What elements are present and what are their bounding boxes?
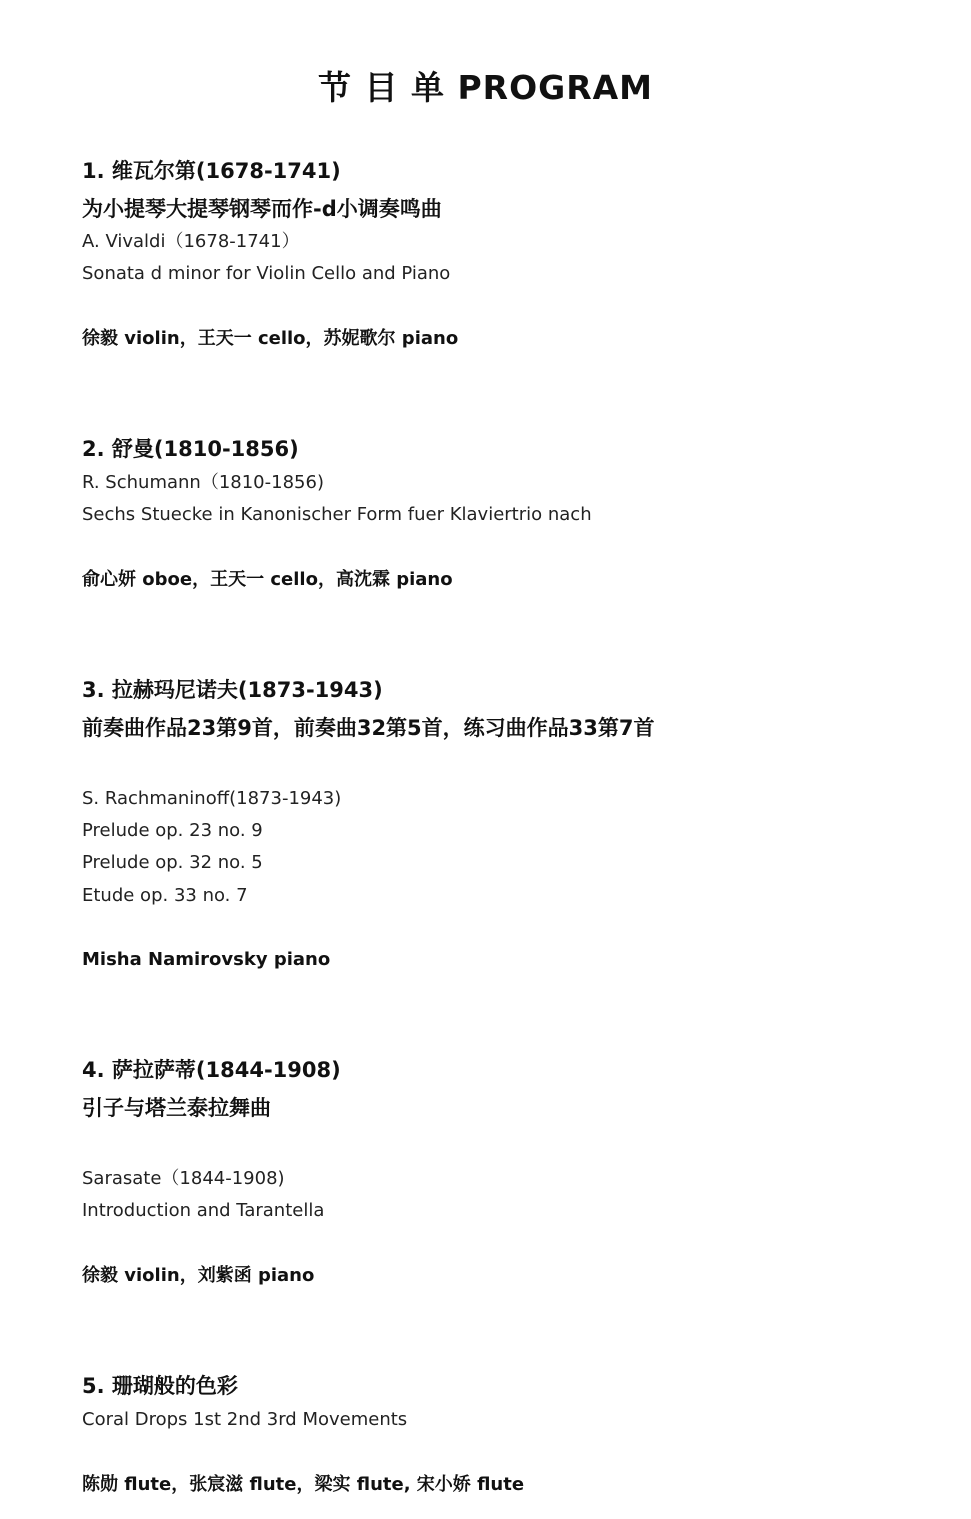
piece-4-work: Introduction and Tarantella (82, 1200, 325, 1221)
piece-4-cn-title: 引子与塔兰泰拉舞曲 (82, 1096, 271, 1120)
piece-3-work-3: Etude op. 33 no. 7 (82, 885, 248, 906)
piece-4-composer: Sarasate（1844-1908) (82, 1168, 285, 1189)
piece-5-performers: 陈勋 flute，张宸滋 flute，梁实 flute, 宋小娇 flute (82, 1474, 525, 1495)
piece-4-performers: 徐毅 violin，刘紫函 piano (82, 1265, 315, 1286)
piece-2-heading: 2. 舒曼(1810-1856) (82, 437, 299, 461)
piece-5-heading: 5. 珊瑚般的色彩 (82, 1374, 238, 1398)
piece-2-work: Sechs Stuecke in Kanonischer Form fuer Klaviertrio nach (82, 504, 592, 525)
piece-3-performers: Misha Namirovsky piano (82, 949, 331, 970)
piece-4-heading: 4. 萨拉萨蒂(1844-1908) (82, 1058, 341, 1082)
piece-3-work-1: Prelude op. 23 no. 9 (82, 820, 263, 841)
piece-2-composer: R. Schumann（1810-1856) (82, 472, 324, 493)
program-title: 节 目 单 PROGRAM (318, 68, 653, 107)
piece-1-heading: 1. 维瓦尔第(1678-1741) (82, 159, 341, 183)
piece-1-work: Sonata d minor for Violin Cello and Piano (82, 263, 451, 284)
piece-1-composer: A. Vivaldi（1678-1741） (82, 231, 300, 252)
piece-5-work: Coral Drops 1st 2nd 3rd Movements (82, 1409, 408, 1430)
piece-2-performers: 俞心妍 oboe，王天一 cello，高沈霖 piano (82, 569, 453, 590)
piece-3-work-2: Prelude op. 32 no. 5 (82, 852, 263, 873)
piece-1-cn-title: 为小提琴大提琴钢琴而作-d小调奏鸣曲 (82, 197, 442, 221)
piece-3-heading: 3. 拉赫玛尼诺夫(1873-1943) (82, 678, 383, 702)
piece-3-composer: S. Rachmaninoff(1873-1943) (82, 788, 342, 809)
piece-3-cn-title: 前奏曲作品23第9首，前奏曲32第5首，练习曲作品33第7首 (82, 716, 655, 740)
piece-1-performers: 徐毅 violin，王天一 cello，苏妮歌尔 piano (82, 328, 459, 349)
